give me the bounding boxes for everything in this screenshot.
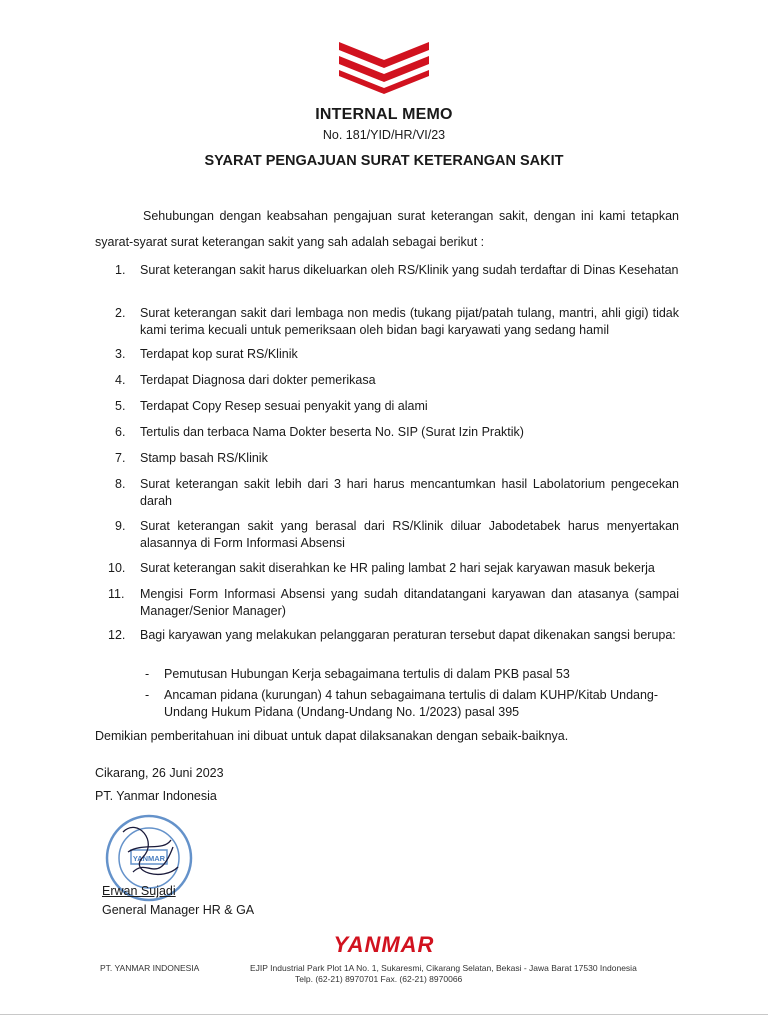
item-number: 5. xyxy=(115,399,126,413)
item-text: Surat keterangan sakit yang berasal dari RS/Klinik diluar Jabodetabek harus menyertakan alasannya di Form Informasi Absensi xyxy=(140,519,679,550)
item-number: 2. xyxy=(115,306,126,320)
memo-number: No. 181/YID/HR/VI/23 xyxy=(322,128,446,142)
item-text: Stamp basah RS/Klinik xyxy=(140,451,268,465)
bottom-divider xyxy=(0,1014,768,1015)
item-text: Bagi karyawan yang melakukan pelanggaran peraturan tersebut dapat dikenakan sangsi berupa: xyxy=(140,628,676,642)
item-number: 11. xyxy=(108,587,125,601)
signer-name: Erwan Sujadi xyxy=(102,884,176,898)
item-text: Terdapat Diagnosa dari dokter pemerikasa xyxy=(140,373,376,387)
stamp-label: YANMAR xyxy=(132,854,166,863)
signing-company: PT. Yanmar Indonesia xyxy=(95,789,217,803)
item-number: 9. xyxy=(115,519,126,533)
footer-brand: YANMAR xyxy=(333,932,435,957)
item-number: 8. xyxy=(115,477,126,491)
item-number: 6. xyxy=(115,425,126,439)
item-number: 3. xyxy=(115,347,126,361)
footer-address: EJIP Industrial Park Plot 1A No. 1, Sukaresmi, Cikarang Selatan, Bekasi - Jawa Barat 17530 Indonesia xyxy=(250,963,637,973)
sanction-text: Ancaman pidana (kurungan) 4 tahun sebagaimana tertulis di dalam KUHP/Kitab Undang-Undang Hukum Pidana (Undang-Undang No. 1/2023) pasal 395 xyxy=(164,688,659,719)
item-number: 7. xyxy=(115,451,126,465)
item-text: Mengisi Form Informasi Absensi yang sudah ditandatangani karyawan dan atasanya (sampai Manager/Senior Manager) xyxy=(140,587,679,618)
footer-company: PT. YANMAR INDONESIA xyxy=(100,963,200,973)
closing-paragraph: Demikian pemberitahuan ini dibuat untuk dapat dilaksanakan dengan sebaik-baiknya. xyxy=(95,729,569,743)
item-number: 10. xyxy=(108,561,126,575)
item-number: 1. xyxy=(115,263,126,277)
bullet-dash: - xyxy=(145,688,150,702)
item-text: Surat keterangan sakit harus dikeluarkan oleh RS/Klinik yang sudah terdaftar di Dinas Kesehatan xyxy=(140,263,679,277)
item-text: Surat keterangan sakit diserahkan ke HR paling lambat 2 hari sejak karyawan masuk bekerja xyxy=(140,561,655,575)
item-number: 12. xyxy=(108,628,126,642)
memo-subject: SYARAT PENGAJUAN SURAT KETERANGAN SAKIT xyxy=(204,153,564,169)
footer-phone: Telp. (62-21) 8970701 Fax. (62-21) 8970066 xyxy=(295,974,463,984)
memo-title: INTERNAL MEMO xyxy=(315,106,453,123)
item-text: Terdapat Copy Resep sesuai penyakit yang di alami xyxy=(140,399,428,413)
bullet-dash: - xyxy=(145,667,150,681)
yanmar-chevron-logo xyxy=(339,42,429,94)
place-date: Cikarang, 26 Juni 2023 xyxy=(95,766,224,780)
item-text: Tertulis dan terbaca Nama Dokter beserta No. SIP (Surat Izin Praktik) xyxy=(140,425,524,439)
sanction-text: Pemutusan Hubungan Kerja sebagaimana tertulis di dalam PKB pasal 53 xyxy=(164,667,570,681)
item-text: Surat keterangan sakit dari lembaga non medis (tukang pijat/patah tulang, mantri, ahli gigi) tidak kami terima kecuali untuk pemeriksaan oleh bidan bagi karyawati yang sedang hamil xyxy=(140,306,679,337)
item-text: Terdapat kop surat RS/Klinik xyxy=(140,347,298,361)
intro-paragraph: Sehubungan dengan keabsahan pengajuan surat keterangan sakit, dengan ini kami tetapkan syarat-syarat surat keterangan sakit yang sah adalah sebagai berikut : xyxy=(95,209,679,249)
signer-title: General Manager HR & GA xyxy=(102,903,255,917)
item-text: Surat keterangan sakit lebih dari 3 hari harus mencantumkan hasil Labolatorium pengecekan darah xyxy=(140,477,679,508)
item-number: 4. xyxy=(115,373,126,387)
